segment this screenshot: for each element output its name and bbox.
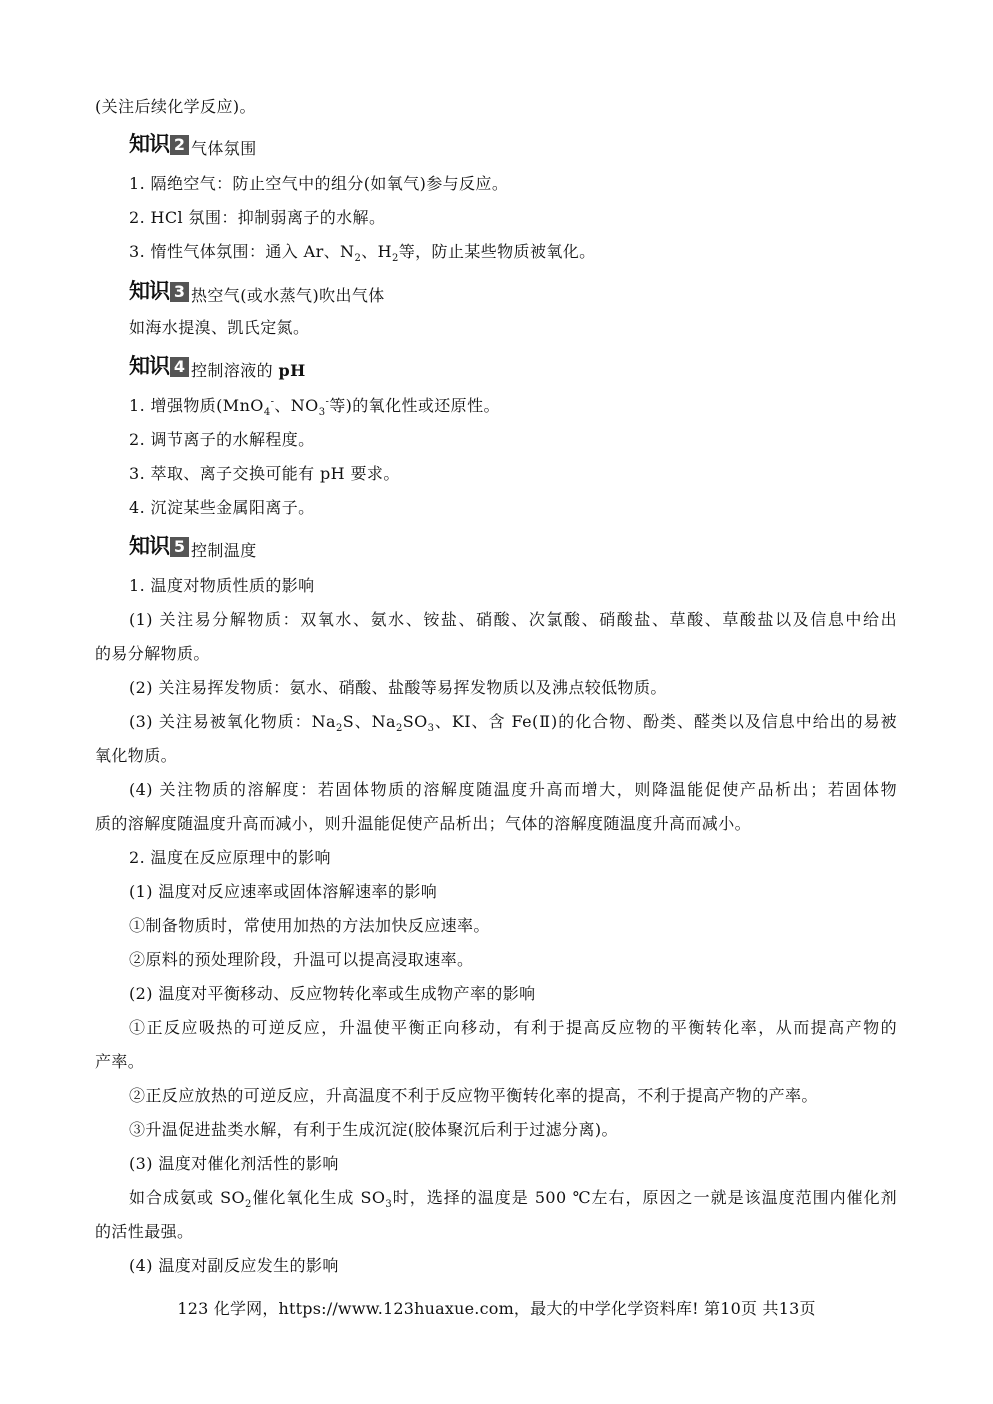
text-run: 等)的氧化性或还原性。 [329,396,500,415]
subscript: 2 [244,1199,252,1211]
section-heading-2 [129,130,257,156]
paragraph-line: (1) 温度对反应速率或固体溶解速率的影响 [129,882,438,901]
paragraph-line: ③升温促进盐类水解，有利于生成沉淀(胶体聚沉后利于过滤分离)。 [129,1120,618,1139]
paragraph-line [129,396,500,419]
paragraph-line: 2. 调节离子的水解程度。 [129,430,315,449]
paragraph-line: (1) 关注易分解物质：双氧水、氨水、铵盐、硝酸、次氯酸、硝酸盐、草酸、草酸盐以及信息中给出 [129,610,897,629]
paragraph-line: 如海水提溴、凯氏定氮。 [129,318,310,337]
subscript: 3 [385,1199,393,1211]
paragraph-line: 2. HCl 氛围：抑制弱离子的水解。 [129,208,386,227]
subscript: 4 [263,407,271,419]
superscript: - [270,396,275,408]
text-run: 如合成氨或 SO [129,1188,245,1207]
text-run: 、KI、含 Fe(Ⅱ)的化合物、酚类、醛类以及信息中给出的易被 [434,712,897,731]
paragraph-line: 的活性最强。 [95,1222,194,1241]
text-run: 、H [361,242,392,261]
heading-word: 知识 [129,354,169,378]
text-run: 时，选择的温度是 500 ℃左右，原因之一就是该温度范围内催化剂 [392,1188,897,1207]
paragraph-line: (2) 关注易挥发物质：氨水、硝酸、盐酸等易挥发物质以及沸点较低物质。 [129,678,667,697]
paragraph-line: 氧化物质。 [95,746,178,765]
paragraph-line: 质的溶解度随温度升高而减小，则升温能促使产品析出；气体的溶解度随温度升高而减小。 [95,814,752,833]
paragraph-line: ①制备物质时，常使用加热的方法加快反应速率。 [129,916,490,935]
subscript: 2 [335,723,343,735]
paragraph-line: ②正反应放热的可逆反应，升高温度不利于反应物平衡转化率的提高，不利于提高产物的产率。 [129,1086,818,1105]
paragraph-line: ①正反应吸热的可逆反应，升温使平衡正向移动，有利于提高反应物的平衡转化率，从而提高产物的 [129,1018,897,1037]
heading-number-badge: 2 [170,135,189,155]
heading-title: 气体氛围 [191,139,257,158]
subscript: 2 [391,253,399,265]
heading-word: 知识 [129,132,169,156]
paragraph-line [129,712,897,735]
text-run: SO [402,712,428,731]
paragraph-line: (4) 关注物质的溶解度：若固体物质的溶解度随温度升高而增大，则降温能促使产品析出；若固体物 [129,780,897,799]
page-footer: 123 化学网，https://www.123huaxue.com，最大的中学化学资料库! 第10页 共13页 [177,1299,816,1318]
paragraph-line: (关注后续化学反应)。 [95,97,256,116]
paragraph-line: 3. 萃取、离子交换可能有 pH 要求。 [129,464,400,483]
heading-title [191,361,306,381]
section-heading-5 [129,532,257,558]
paragraph-line [129,1188,897,1211]
heading-number-badge: 3 [170,282,189,302]
paragraph-line: (4) 温度对副反应发生的影响 [129,1256,339,1275]
subscript: 3 [318,407,326,419]
heading-number-badge: 4 [170,357,189,377]
paragraph-line: 的易分解物质。 [95,644,210,663]
paragraph-line: 2. 温度在反应原理中的影响 [129,848,331,867]
section-heading-3 [129,277,385,303]
text-run: 3. 惰性气体氛围：通入 Ar、N [129,242,355,261]
subscript: 3 [427,723,435,735]
subscript: 2 [354,253,362,265]
paragraph-line: 1. 温度对物质性质的影响 [129,576,315,595]
text-run: S、Na [342,712,396,731]
paragraph-line: 1. 隔绝空气：防止空气中的组分(如氧气)参与反应。 [129,174,509,193]
text-run: 、NO [274,396,319,415]
paragraph-line: (2) 温度对平衡移动、反应物转化率或生成物产率的影响 [129,984,536,1003]
paragraph-line: 产率。 [95,1052,145,1071]
paragraph-line: ②原料的预处理阶段，升温可以提高浸取速率。 [129,950,474,969]
heading-word: 知识 [129,534,169,558]
subscript: 2 [395,723,403,735]
heading-number-badge: 5 [170,537,189,557]
section-heading-4 [129,352,306,378]
heading-title-bold: pH [278,361,306,380]
heading-title-text: 控制溶液的 [191,361,279,380]
heading-title: 热空气(或水蒸气)吹出气体 [191,286,385,305]
text-run: (3) 关注易被氧化物质：Na [129,712,336,731]
paragraph-line: (3) 温度对催化剂活性的影响 [129,1154,339,1173]
text-run: 1. 增强物质(MnO [129,396,264,415]
text-run: 催化氧化生成 SO [251,1188,386,1207]
text-run: 等，防止某些物质被氧化。 [398,242,596,261]
heading-title: 控制温度 [191,541,257,560]
heading-word: 知识 [129,279,169,303]
paragraph-line [129,242,596,265]
superscript: - [325,396,330,408]
paragraph-line: 4. 沉淀某些金属阳离子。 [129,498,315,517]
